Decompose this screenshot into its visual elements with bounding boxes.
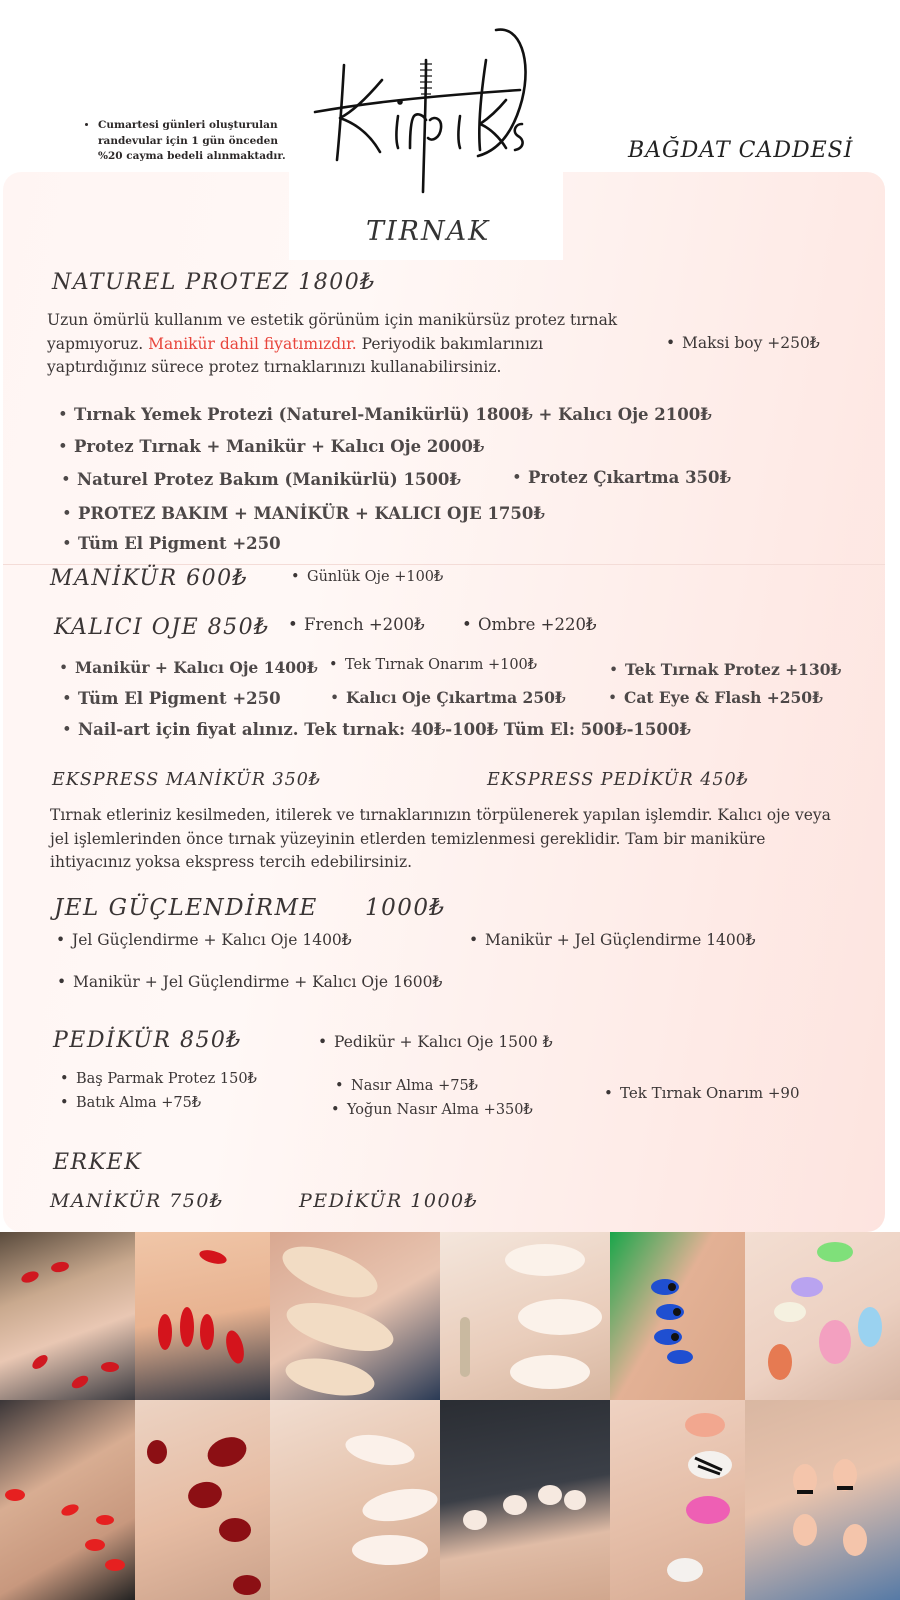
ekspress-pedikur-title: EKSPRESS PEDİKÜR 450₺ xyxy=(487,770,749,790)
kirpiks-logo xyxy=(310,20,540,200)
service-item: • Pedikür + Kalıcı Oje 1500 ₺ xyxy=(318,1033,553,1051)
jel-guclendirme-title: JEL GÜÇLENDİRME xyxy=(54,895,318,921)
maxi-size-extra: • Maksi boy +250₺ xyxy=(666,334,820,352)
naturel-protez-description: Uzun ömürlü kullanım ve estetik görünüm için manikürsüz protez tırnak yapmıyoruz. Manikür dahil fiyatımızdır. Periyodik bakımlarınızı yaptırdığınız sürece protez tırnaklarınızı kullanabilirsiniz. xyxy=(47,311,618,376)
service-item: • Protez Çıkartma 350₺ xyxy=(512,468,731,487)
erkek-title: ERKEK xyxy=(53,1150,143,1175)
service-item: • Kalıcı Oje Çıkartma 250₺ xyxy=(330,688,566,707)
nail-photo xyxy=(135,1232,270,1400)
nail-photo-collage xyxy=(0,1232,900,1600)
nail-photo xyxy=(0,1400,135,1600)
service-item: • Ombre +220₺ xyxy=(462,615,596,634)
service-item: • Manikür + Jel Güçlendirme 1400₺ xyxy=(469,931,756,949)
service-item: • Protez Tırnak + Manikür + Kalıcı Oje 2000₺ xyxy=(58,437,484,456)
nail-photo xyxy=(135,1400,270,1600)
service-item: • Cat Eye & Flash +250₺ xyxy=(608,688,823,707)
nail-photo xyxy=(745,1232,900,1400)
erkek-pedikur: PEDİKÜR 1000₺ xyxy=(299,1190,479,1212)
service-item: • Batık Alma +75₺ xyxy=(60,1095,201,1111)
erkek-manikur: MANİKÜR 750₺ xyxy=(50,1190,224,1212)
branch-name: BAĞDAT CADDESİ xyxy=(628,138,854,163)
service-item: • PROTEZ BAKIM + MANİKÜR + KALICI OJE 1750₺ xyxy=(62,504,545,523)
service-item: • French +200₺ xyxy=(288,615,425,634)
service-item: • Tırnak Yemek Protezi (Naturel-Manikürlü) 1800₺ + Kalıcı Oje 2100₺ xyxy=(58,405,712,424)
ekspress-manikur-title: EKSPRESS MANİKÜR 350₺ xyxy=(52,770,322,790)
service-item: • Jel Güçlendirme + Kalıcı Oje 1400₺ xyxy=(56,931,352,949)
nail-photo xyxy=(440,1232,610,1400)
jel-guclendirme-price: 1000₺ xyxy=(365,895,446,921)
page-title: TIRNAK xyxy=(366,216,491,247)
pedikur-title: PEDİKÜR 850₺ xyxy=(53,1028,242,1053)
service-item: • Manikür + Jel Güçlendirme + Kalıcı Oje 1600₺ xyxy=(57,973,442,991)
nail-photo xyxy=(270,1232,440,1400)
service-item: • Günlük Oje +100₺ xyxy=(291,569,443,585)
ekspress-description: Tırnak etleriniz kesilmeden, itilerek ve tırnaklarınızın törpülenerek yapılan işlemdir. Kalıcı oje veya jel işlemlerinden önce tırnak yüzeyinin etlerden temizlenmesi gereklidir. Tam bir maniküre ihtiyacınız yoksa ekspress tercih edebilirsiniz. xyxy=(50,806,831,871)
service-item: • Tüm El Pigment +250 xyxy=(62,689,281,708)
naturel-protez-title: NATUREL PROTEZ 1800₺ xyxy=(52,270,376,295)
service-item: • Baş Parmak Protez 150₺ xyxy=(60,1071,257,1087)
nail-photo xyxy=(270,1400,440,1600)
nail-photo xyxy=(610,1400,745,1600)
nail-art-note: • Nail-art için fiyat alınız. Tek tırnak: 40₺-100₺ Tüm El: 500₺-1500₺ xyxy=(62,720,691,739)
price-includes-manicure: Manikür dahil fiyatımızdır. xyxy=(148,334,357,353)
service-item: • Nasır Alma +75₺ xyxy=(335,1078,478,1094)
service-item: • Naturel Protez Bakım (Manikürlü) 1500₺ xyxy=(61,470,461,489)
panel-divider xyxy=(3,564,885,565)
service-item: • Tek Tırnak Protez +130₺ xyxy=(609,660,841,679)
service-item: • Tüm El Pigment +250 xyxy=(62,534,281,553)
kalici-oje-title: KALICI OJE 850₺ xyxy=(54,615,270,640)
cancellation-note: • Cumartesi günleri oluşturulan randevular için 1 gün önceden %20 cayma bedeli alınmaktadır. xyxy=(86,118,286,165)
service-item: • Manikür + Kalıcı Oje 1400₺ xyxy=(59,658,318,677)
nail-photo xyxy=(610,1232,745,1400)
service-item: • Yoğun Nasır Alma +350₺ xyxy=(331,1102,533,1118)
nail-photo xyxy=(0,1232,135,1400)
manikur-title: MANİKÜR 600₺ xyxy=(50,566,249,591)
service-item: • Tek Tırnak Onarım +90 xyxy=(604,1084,800,1102)
nail-photo xyxy=(745,1400,900,1600)
service-item: • Tek Tırnak Onarım +100₺ xyxy=(329,657,537,673)
nail-photo xyxy=(440,1400,610,1600)
